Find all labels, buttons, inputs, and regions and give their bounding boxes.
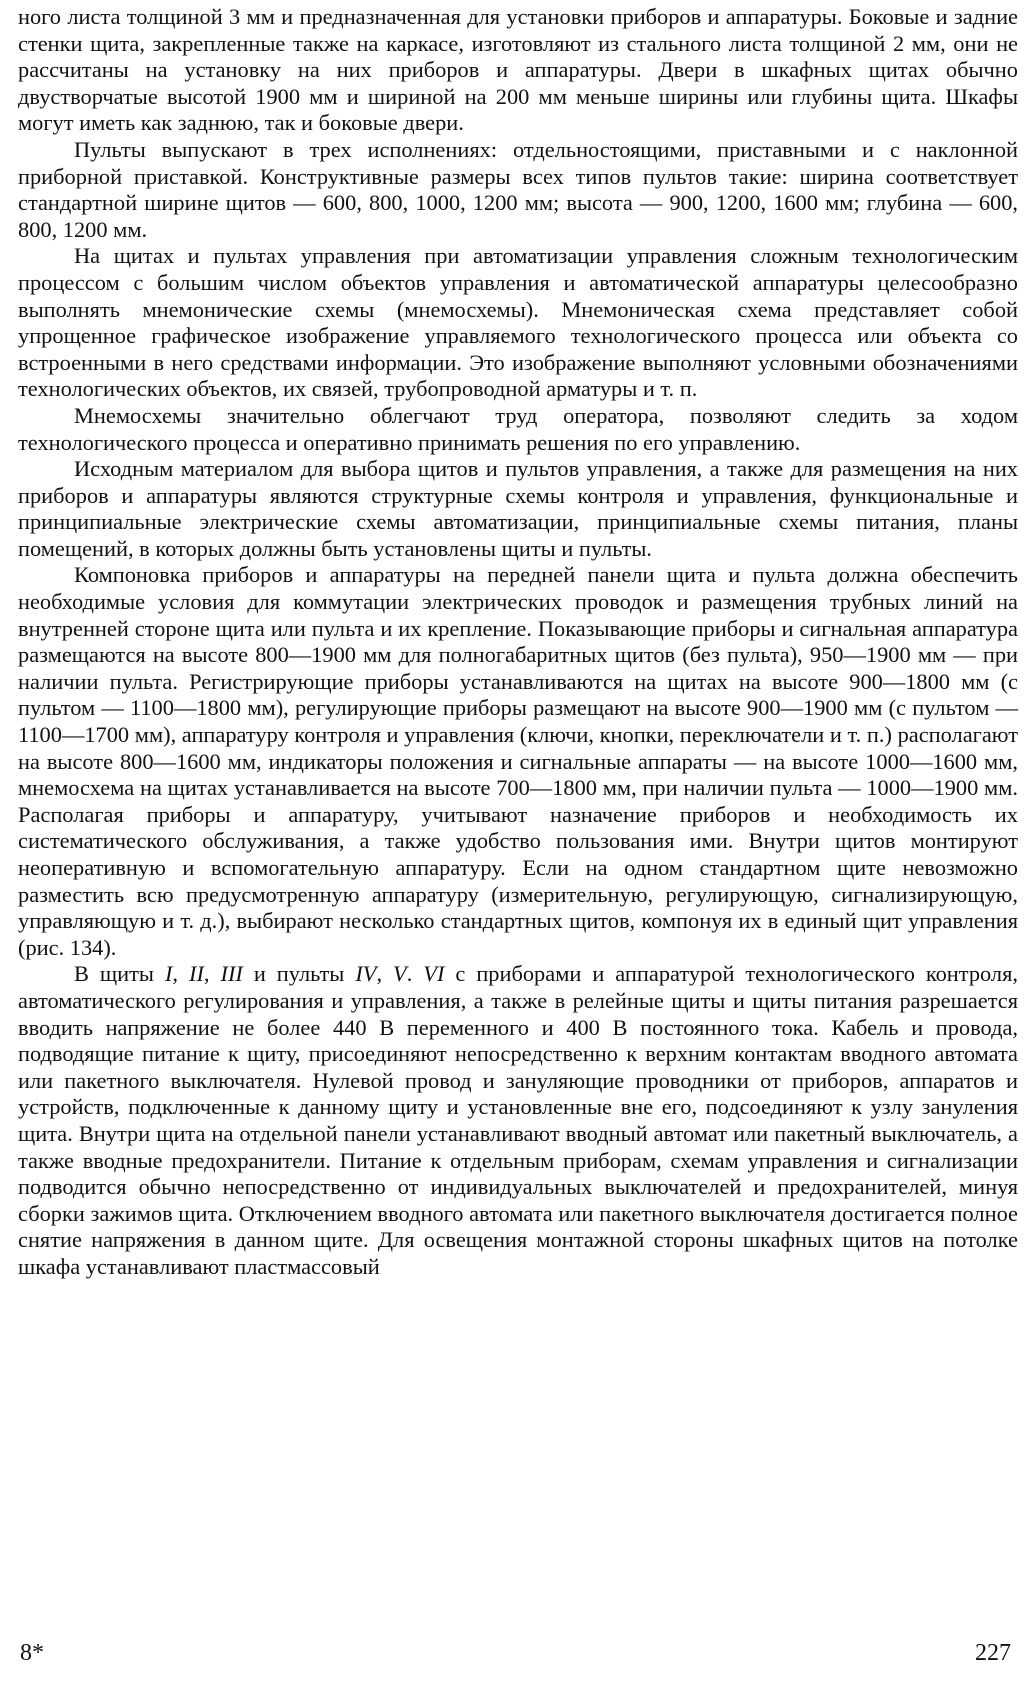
text-segment: , [172,961,189,987]
paragraph-consoles: Пульты выпускают в трех исполнениях: отдельностоящими, приставными и с наклонной приборной приставкой. Конструктивные размеры всех типов пультов такие: ширина соответствует стандартной ширине щитов — 600, 800, 1000, 1200 мм; высота — 900, 1200, 1600 мм; глубина — 600, 800, 1200 мм. [18,136,1018,242]
roman-numeral: II [188,961,204,987]
text-segment: и пульты [242,961,356,987]
text-segment: , [203,961,221,987]
text-segment: . [406,961,424,987]
paragraph-mnemonic-benefits: Мнемосхемы значительно облегчают труд оператора, позволяют следить за ходом технологического процесса и оперативно принимать решения по его управлению. [18,402,1018,455]
text-segment: с приборами и аппаратурой технологического контроля, автоматического регулирования и управления, а также в релейные щиты и щиты питания разрешается вводить напряжение не более 440 В переменного и 400 В постоянного тока. Кабель и провода, подводящие питание к щиту, присоединяют непосредственно к верхним контактам вводного автомата или пакетного выключателя. Нулевой провод и зануляющие проводники от приборов, аппаратов и устройств, подключенные к данному щиту и установленные вне его, подсоединяют к узлу зануления щита. Внутри щита на отдельной панели устанавливают вводный автомат или пакетный выключатель, а также вводные предохранители. Питание к отдельным приборам, схемам управления и сигнализации подводится обычно непосредственно от индивидуальных выключателей и предохранителей, минуя сборки зажимов щита. Отключением вводного автомата или пакетного выключателя достигается полное снятие напряжения в данном щите. Для освещения монтажной стороны шкафных щитов на потолке шкафа устанавливают пластмассовый [18,961,1018,1279]
paragraph-layout-heights: Компоновка приборов и аппаратуры на передней панели щита и пульта должна обеспечить необходимые условия для коммутации электрических проводок и размещения трубных линий на внутренней стороне щита или пульта и их крепление. Показывающие приборы и сигнальная аппаратура размещаются на высоте 800—1900 мм для полногабаритных щитов (без пульта), 950—1900 мм — при наличии пульта. Регистрирующие приборы устанавливаются на щитах на высоте 900—1800 мм (с пультом — 1100—1800 мм), регулирующие приборы размещают на высоте 900—1900 мм (с пультом — 1100—1700 мм), аппаратуру контроля и управления (ключи, кнопки, переключатели и т. п.) располагают на высоте 800—1600 мм, индикаторы положения и сигнальные аппараты — на высоте 1000—1600 мм, мнемосхема на щитах устанавливается на высоте 700—1800 мм, при наличии пульта — 1000—1900 мм. Располагая приборы и аппаратуру, учитывают назначение приборов и необходимость их систематического обслуживания, а также удобство пользования ими. Внутри щитов монтируют неоперативную и вспомогательную аппаратуру. Если на одном стандартном щите невозможно разместить всю предусмотренную аппаратуру (измерительную, регулирующую, сигнализирующую, управляющую и т. д.), выбирают несколько стандартных щитов, компонуя их в единый щит управления (рис. 134). [18,562,1018,960]
paragraph-continuation: ного листа толщиной 3 мм и предназначенная для установки приборов и аппаратуры. Боковые и задние стенки щита, закрепленные также на каркасе, изготовляют из стального листа толщиной 2 мм, они не рассчитаны на установку на них приборов и аппаратуры. Двери в шкафных щитах обычно двустворчатые высотой 1900 мм и шириной на 200 мм меньше ширины или глубины щита. Шкафы могут иметь как заднюю, так и боковые двери. [18,4,1018,136]
roman-numeral: VI [423,961,445,987]
paragraph-mnemonic-schemes: На щитах и пультах управления при автоматизации управления сложным технологическим процессом с большим числом объектов управления и автоматической аппаратуры целесообразно выполнять мнемонические схемы (мнемосхемы). Мнемоническая схема представляет собой упрощенное графическое изображение управляемого технологического процесса или объекта со встроенными в него средствами информации. Это изображение выполняют условными обозначениями технологических объектов, их связей, трубопроводной арматуры и т. п. [18,243,1018,402]
signature-mark: 8* [20,1640,44,1666]
roman-numeral: I [164,961,173,987]
page-footer [20,1640,1011,1670]
text-segment: В щиты [74,961,165,987]
paragraph-power-supply [18,961,1018,1280]
text-segment: , [376,961,394,987]
page-number: 227 [975,1640,1011,1666]
page-body [18,4,1018,1281]
roman-numeral: V [393,961,407,987]
roman-numeral: IV [355,961,377,987]
roman-numeral: III [220,961,243,987]
paragraph-source-materials: Исходным материалом для выбора щитов и пультов управления, а также для размещения на них приборов и аппаратуры являются структурные схемы контроля и управления, функциональные и принципиальные электрические схемы автоматизации, принципиальные схемы питания, планы помещений, в которых должны быть установлены щиты и пульты. [18,456,1018,561]
